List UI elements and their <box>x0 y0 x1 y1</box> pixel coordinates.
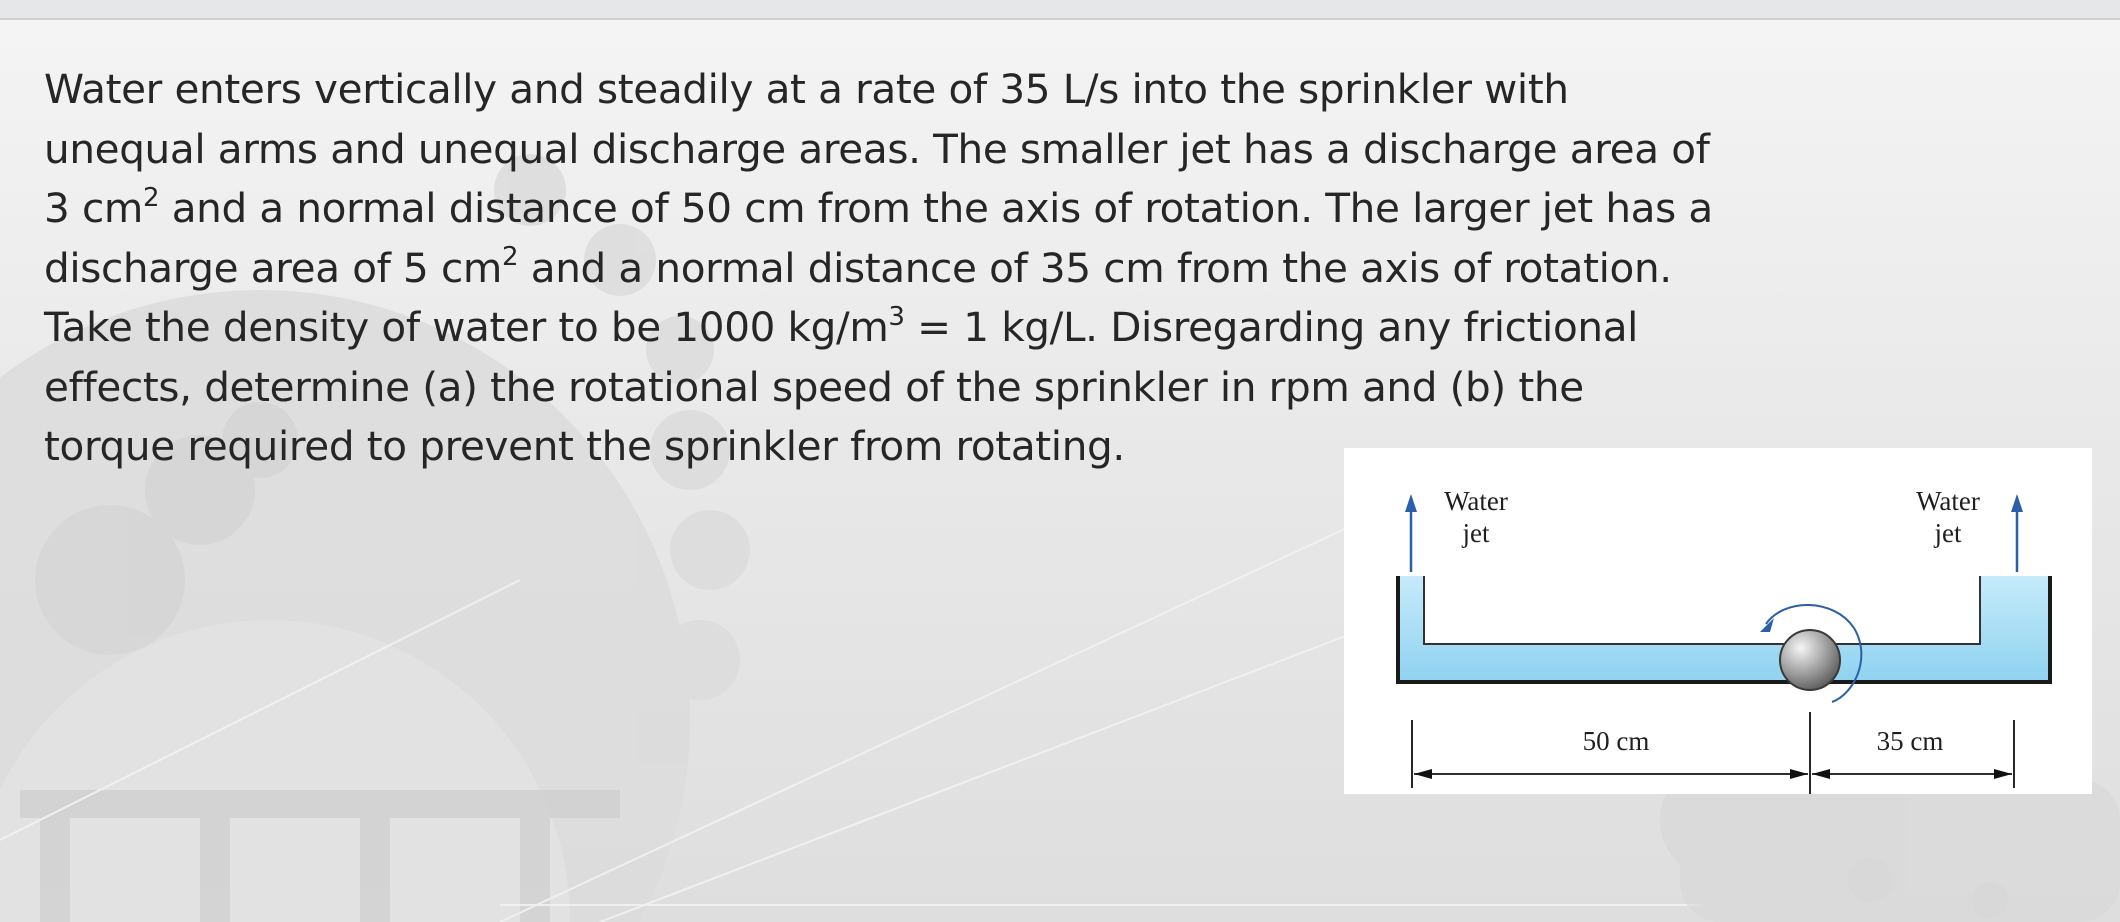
problem-line: effects, determine (a) the rotational speed of the sprinkler in rpm and (b) the <box>44 362 1584 411</box>
problem-line: Water enters vertically and steadily at a rate of 35 L/s into the sprinkler with <box>44 65 1569 113</box>
right-jet-label: Water <box>1916 486 1980 516</box>
problem-line: torque required to prevent the sprinkler from rotating. <box>44 422 1125 470</box>
sprinkler-figure <box>1344 448 2092 794</box>
problem-statement <box>44 60 1764 477</box>
left-jet-label: jet <box>1462 518 1490 548</box>
window-top-strip <box>0 0 2120 20</box>
left-jet-label: Water <box>1444 486 1508 516</box>
problem-line: Take the density of water to be 1000 $kg/m^3 = 1$ kg/L. Disregarding any frictional <box>44 301 1639 351</box>
left-distance-label: 50 cm <box>1582 726 1650 756</box>
problem-line: 3 $cm^2$ and a normal distance of 50 cm from the axis of rotation. The larger jet has a <box>44 182 1713 232</box>
slide <box>0 20 2120 922</box>
problem-line: unequal arms and unequal discharge areas. The smaller jet has a discharge area of <box>44 124 1710 173</box>
right-jet-label: jet <box>1934 518 1962 548</box>
rotation-hub <box>1780 630 1840 690</box>
problem-line: discharge area of 5 $cm^2$ and a normal distance of 35 cm from the axis of rotation. <box>44 242 1672 292</box>
sprinkler-arm <box>1398 576 2050 682</box>
right-distance-label: 35 cm <box>1876 726 1944 756</box>
sprinkler-diagram <box>1344 448 2092 794</box>
